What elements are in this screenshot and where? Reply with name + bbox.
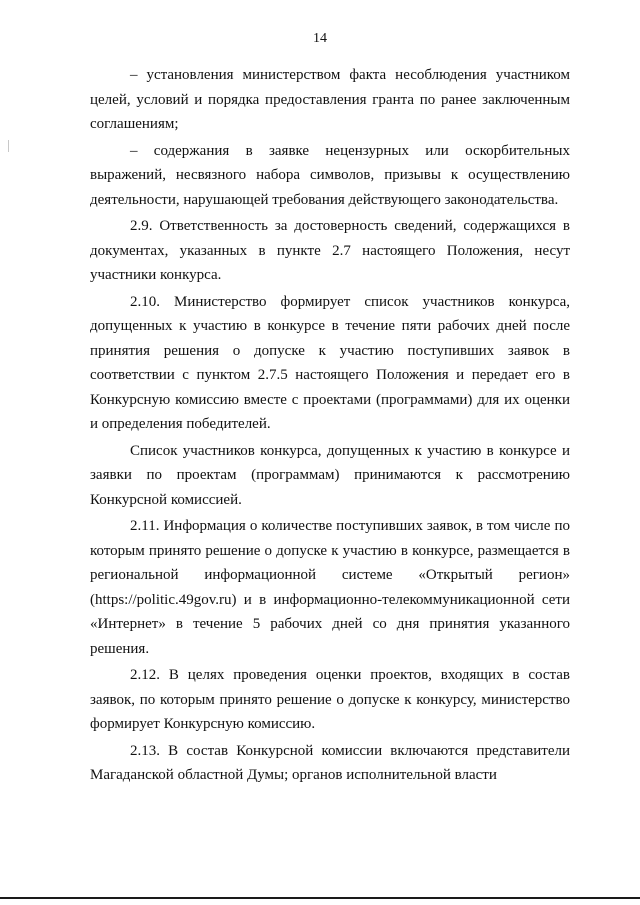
paragraph-2-9: 2.9. Ответственность за достоверность сведений, содержащихся в документах, указанных в пункте 2.7 настоящего Положения, несут участники конкурса. bbox=[90, 218, 570, 283]
paragraph-2-12: 2.12. В целях проведения оценки проектов, входящих в состав заявок, по которым принято решение о допуске к конкурсу, министерство формирует Конкурсную комиссию. bbox=[90, 667, 570, 732]
margin-mark bbox=[8, 140, 9, 152]
bottom-rule bbox=[0, 897, 640, 899]
paragraph-2-10: 2.10. Министерство формирует список участников конкурса, допущенных к участию в конкурсе в течение пяти рабочих дней после принятия решения о допуске к участию поступивших заявок в соответствии с пунктом 2.7.5 настоящего Положения и передает его в Конкурсную комиссию вместе с проектами (программами) для их оценки и определения победителей. bbox=[90, 293, 570, 432]
paragraph-2-11: 2.11. Информация о количестве поступивших заявок, в том числе по которым принято решение о допуске к участию в конкурсе, размещается в региональной информационной системе «Открытый регион» (https://politic.49gov.ru) и в информационно-телекоммуникационной сети «Интернет» в течение 5 рабочих дней со дня принятия указанного решения. bbox=[90, 518, 570, 657]
paragraph-2-13: 2.13. В состав Конкурсной комиссии включаются представители Магаданской областной Думы; органов исполнительной власти bbox=[90, 742, 570, 783]
paragraph-violation-of-terms: – установления министерством факта несоблюдения участником целей, условий и порядка предоставления гранта по ранее заключенным соглашениям; bbox=[90, 67, 570, 132]
paragraph-participants-list: Список участников конкурса, допущенных к участию в конкурсе и заявки по проектам (программам) принимаются к рассмотрению Конкурсной комиссией. bbox=[90, 442, 570, 508]
document-body bbox=[90, 63, 570, 788]
paragraph-obscene-content: – содержания в заявке нецензурных или оскорбительных выражений, несвязного набора символов, призывы к осуществлению деятельности, нарушающей требования действующего законодательства. bbox=[90, 142, 570, 208]
page-number: 14 bbox=[313, 31, 327, 46]
